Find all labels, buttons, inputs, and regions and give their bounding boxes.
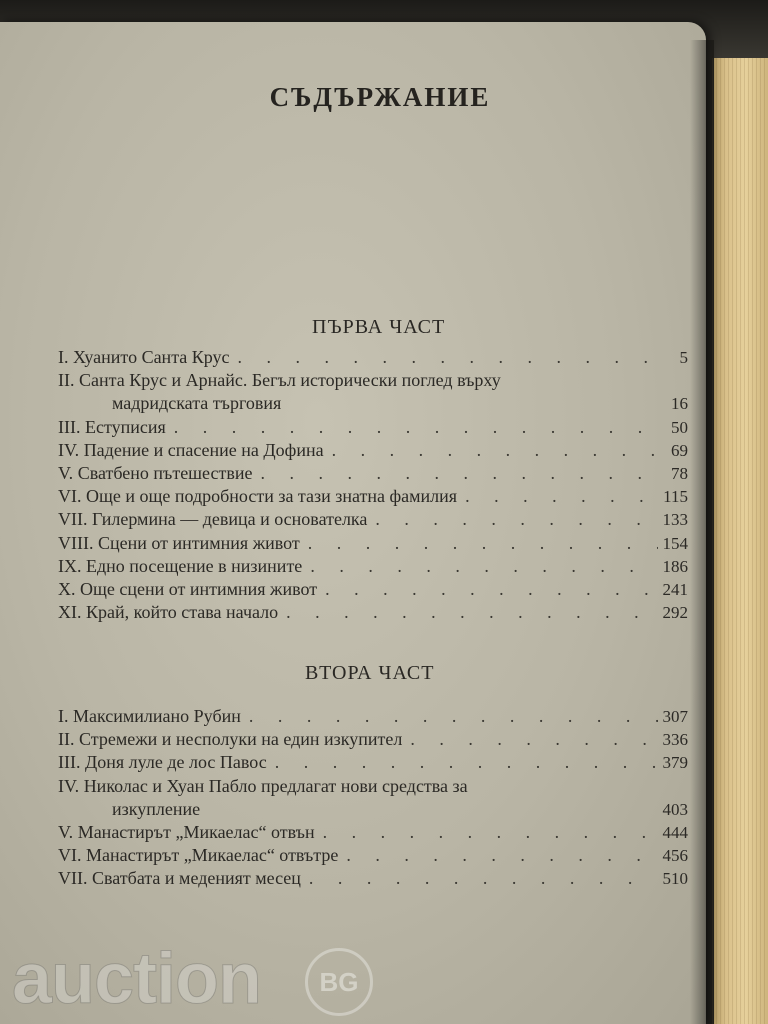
page-number: 115	[663, 487, 688, 507]
page-number: 444	[662, 823, 688, 843]
toc-entry: XI. Край, който става начало . . . 292	[58, 601, 688, 624]
page-number: 510	[662, 869, 688, 889]
page-number: 16	[671, 394, 688, 414]
page-number: 241	[662, 580, 688, 600]
page-number: 379	[662, 753, 688, 773]
toc-entry: I. Максимилиано Рубин . . . 307	[58, 705, 688, 728]
page-number: 456	[662, 846, 688, 866]
toc-entry: II. Санта Крус и Арнайс. Бегъл исторически поглед върху	[58, 370, 501, 391]
page-edges	[712, 58, 768, 1024]
page-number: 336	[662, 730, 688, 750]
toc-entry: X. Още сцени от интимния живот . . . 241	[58, 578, 688, 601]
page-number: 50	[671, 417, 688, 437]
toc-entry: V. Сватбено пътешествие . . . 78	[58, 462, 688, 485]
page-number: 78	[671, 464, 688, 484]
toc-entry: III. Еступисия . . . 50	[58, 416, 688, 439]
watermark-badge: BG	[305, 948, 373, 1016]
part-two-title: ВТОРА ЧАСТ	[305, 662, 435, 684]
toc-entry: V. Манастирът „Микаелас“ отвън . . . 444	[58, 821, 688, 844]
part-two-entries	[58, 705, 688, 891]
watermark-text: auction	[12, 939, 262, 1019]
toc-entry: VI. Още и още подробности за тази знатна фамилия . . . 115	[58, 485, 688, 508]
page-number: 307	[662, 707, 688, 726]
toc-entry: VII. Сватбата и меденият месец . . . 510	[58, 867, 688, 890]
toc-entry: VI. Манастирът „Микаелас“ отвътре . . . 456	[58, 844, 688, 867]
page-number: 154	[662, 533, 688, 553]
page-number: 186	[662, 556, 688, 576]
page-number: 133	[662, 510, 688, 530]
page-number: 403	[662, 799, 688, 819]
toc-entry: IX. Едно посещение в низините . . . 186	[58, 555, 688, 578]
toc-entry: IV. Николас и Хуан Пабло предлагат нови средства за	[58, 775, 468, 796]
toc-entry-continuation: мадридската търговия 16	[58, 392, 688, 415]
page-curl-shadow	[690, 40, 714, 1024]
page-number: 69	[671, 440, 688, 460]
page-number: 5	[679, 348, 688, 367]
toc-entry-continuation: изкупление 403	[58, 798, 688, 821]
part-one-title: ПЪРВА ЧАСТ	[312, 316, 446, 338]
toc-entry: IV. Падение и спасение на Дофина . . . 69	[58, 439, 688, 462]
part-one-entries	[58, 346, 688, 624]
toc-entry: VII. Гилермина — девица и основателка . . . 133	[58, 508, 688, 531]
toc-entry: III. Доня луле де лос Павос . . . 379	[58, 751, 688, 774]
toc-entry: II. Стремежи и несполуки на един изкупител . . . 336	[58, 728, 688, 751]
toc-entry: VIII. Сцени от интимния живот . . . 154	[58, 532, 688, 555]
toc-entry: I. Хуанито Санта Крус . . . 5	[58, 346, 688, 369]
contents-title: СЪДЪРЖАНИЕ	[269, 82, 491, 112]
page-number: 292	[662, 603, 688, 623]
